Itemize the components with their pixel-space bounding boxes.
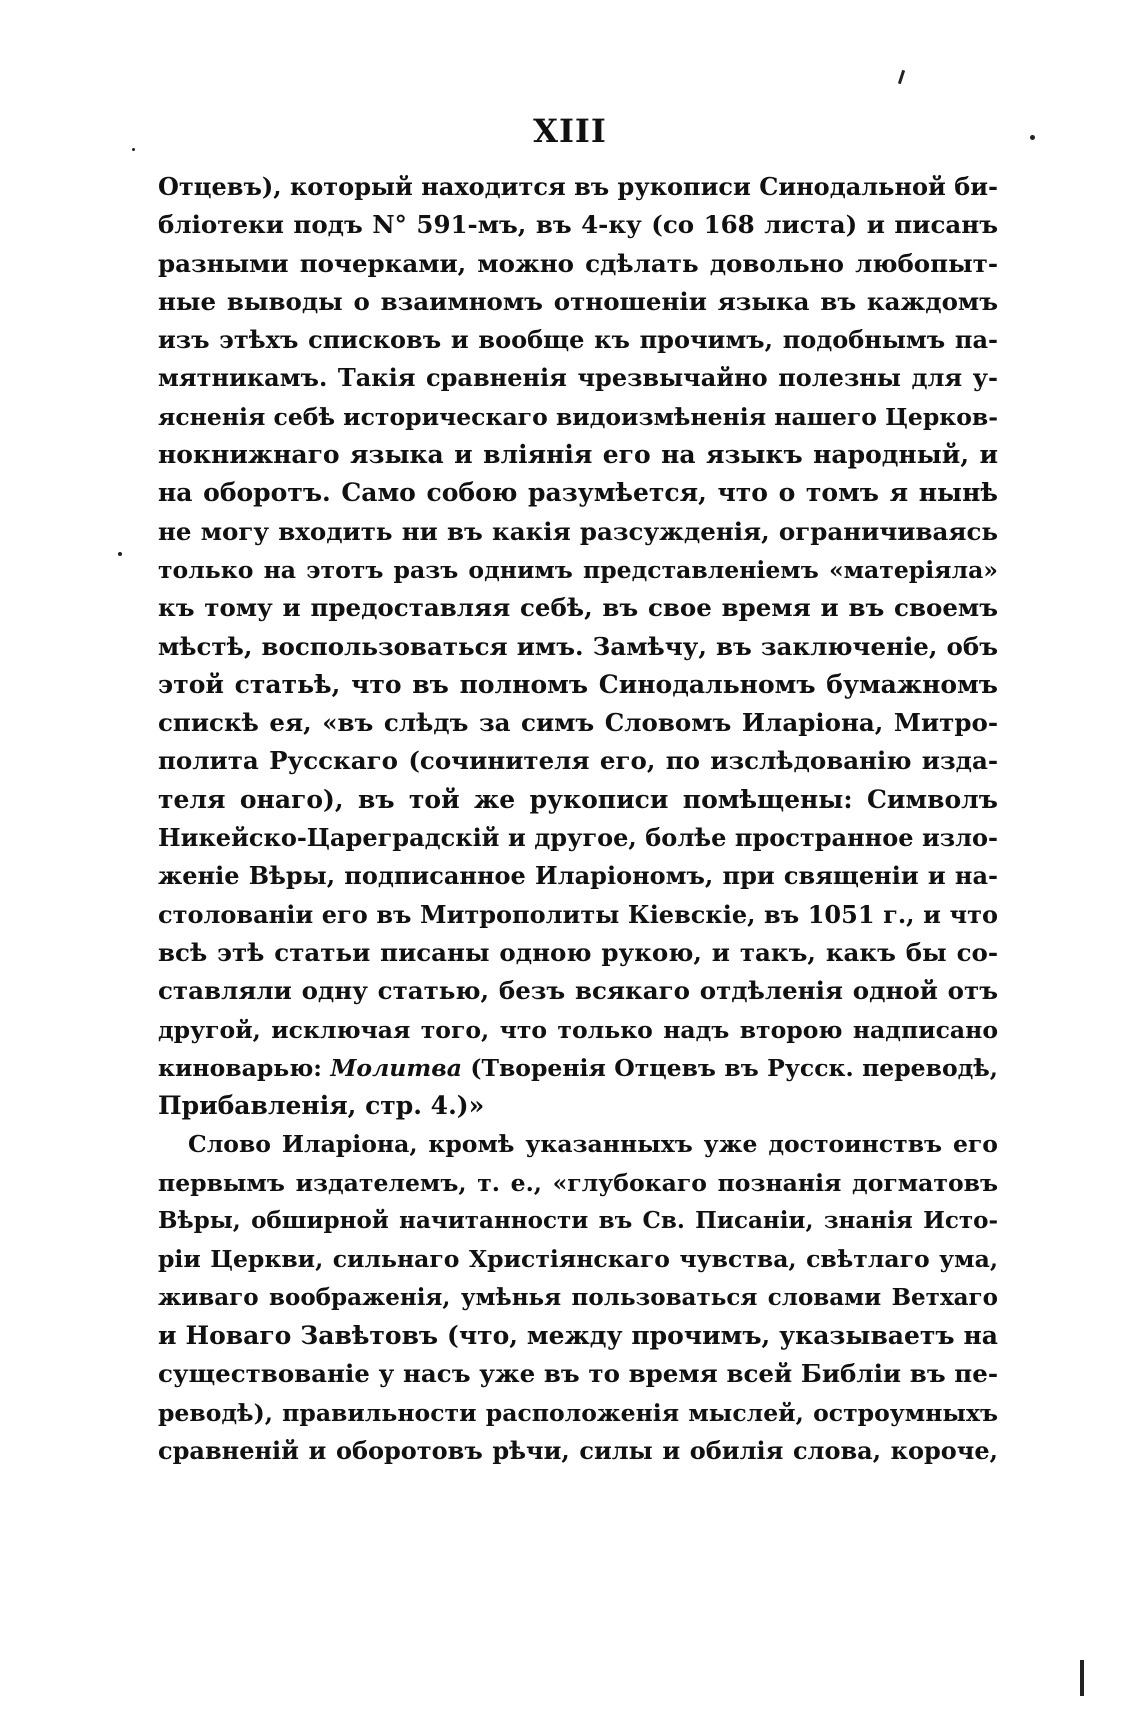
text-line-last: Прибавленія, стр. 4.)» xyxy=(158,1091,485,1121)
text-run: киноварью: xyxy=(158,1053,331,1082)
text-line-indented: Слово Иларіона, кромѣ указанныхъ уже достоинствъ его xyxy=(188,1130,998,1159)
text-line: живаго воображенія, умѣнья пользоваться словами Ветхаго xyxy=(158,1283,998,1311)
text-line: первымъ издателемъ, т. е., «глубокаго познанія догматовъ xyxy=(158,1168,998,1197)
text-line-with-italic xyxy=(158,1049,998,1087)
margin-mark xyxy=(898,70,905,84)
text-line: мѣстѣ, воспользоваться имъ. Замѣчу, въ заключеніе, объ xyxy=(158,631,998,661)
text-line: ные выводы о взаимномъ отношеніи языка въ каждомъ xyxy=(158,286,998,316)
text-line: реводѣ), правильности расположенія мыслей, остроумныхъ xyxy=(158,1398,998,1427)
text-line: бліотеки подъ N° 591-мъ, въ 4-ку (со 168 листа) и писанъ xyxy=(158,210,998,240)
text-line: этой статьѣ, что въ полномъ Синодальномъ бумажномъ xyxy=(158,669,998,699)
paragraph-1 xyxy=(158,168,998,1125)
text-line: Вѣры, обширной начитанности въ Св. Писаніи, знанія Исто- xyxy=(158,1207,998,1235)
text-line: и Новаго Завѣтовъ (что, между прочимъ, указываетъ на xyxy=(158,1320,998,1350)
text-line: не могу входить ни въ какія разсужденія, ограничиваясь xyxy=(158,516,998,546)
text-line: теля онаго), въ той же рукописи помѣщены: Символъ xyxy=(158,784,998,814)
margin-mark xyxy=(1080,1660,1084,1696)
italic-title: Молитва xyxy=(330,1053,462,1082)
body-text xyxy=(158,168,998,1470)
text-line: только на этотъ разъ однимъ представленіемъ «матеріяла» xyxy=(158,555,998,584)
page-number: XIII xyxy=(533,112,607,150)
text-line: женіе Вѣры, подписанное Иларіономъ, при священіи и на- xyxy=(158,861,998,891)
text-line: мятникамъ. Такія сравненія чрезвычайно полезны для у- xyxy=(158,363,998,393)
text-line: столованіи его въ Митрополиты Кіевскіе, въ 1051 г., и что xyxy=(158,899,998,929)
margin-speck xyxy=(118,552,122,556)
text-line: ріи Церкви, сильнаго Христіянскаго чувства, свѣтлаго ума, xyxy=(158,1245,998,1274)
text-line: другой, исключая того, что только надъ второю надписано xyxy=(158,1015,998,1044)
text-line: Отцевъ), который находится въ рукописи Синодальной би- xyxy=(158,172,998,201)
text-line: Никейско-Цареградскій и другое, болѣе пространное изло- xyxy=(158,823,998,853)
text-line: ставляли одну статью, безъ всякаго отдѣленія одной отъ xyxy=(158,976,998,1006)
text-line: спискѣ ея, «въ слѣдъ за симъ Словомъ Иларіона, Митро- xyxy=(158,708,998,738)
text-line: на оборотъ. Само собою разумѣется, что о томъ я нынѣ xyxy=(158,478,998,508)
text-line: къ тому и предоставляя себѣ, въ свое время и въ своемъ xyxy=(158,593,998,623)
text-line: сравненій и оборотовъ рѣчи, силы и обилія слова, короче, xyxy=(158,1435,998,1465)
text-line: разными почерками, можно сдѣлать довольно любопыт- xyxy=(158,248,998,278)
text-line: всѣ этѣ статьи писаны одною рукою, и такъ, какъ бы со- xyxy=(158,937,998,967)
text-line: ясненія себѣ историческаго видоизмѣненія нашего Церков- xyxy=(158,402,998,431)
text-line: полита Русскаго (сочинителя его, по изслѣдованію изда- xyxy=(158,746,998,776)
text-run: (Творенія Отцевъ въ Русск. переводѣ, xyxy=(461,1053,998,1082)
paragraph-2 xyxy=(158,1125,998,1470)
text-line: изъ этѣхъ списковъ и вообще къ прочимъ, подобнымъ па- xyxy=(158,325,998,355)
text-line: существованіе у насъ уже въ то время всей Библіи въ пе- xyxy=(158,1359,998,1389)
text-line: нокнижнаго языка и вліянія его на языкъ народный, и xyxy=(158,440,998,470)
